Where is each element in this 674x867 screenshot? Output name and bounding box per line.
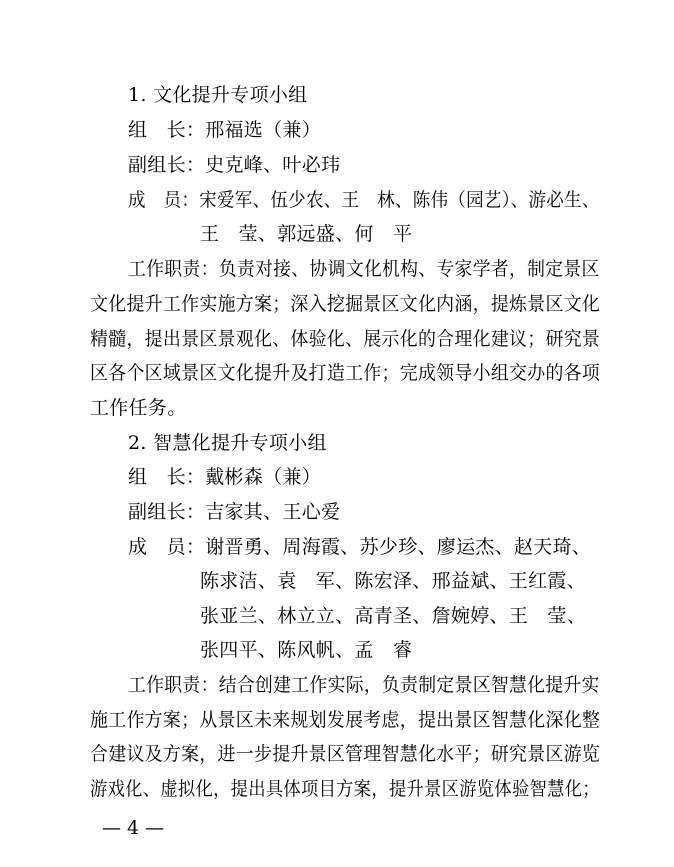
group1-title: 1. 文化提升专项小组 <box>128 84 308 106</box>
group1-members-line1: 成 员：宋爱军、伍少农、王 林、陈伟（园艺）、游必生、 <box>128 189 600 211</box>
group2-members-line: 成 员：谢晋勇、周海霞、苏少珍、廖运杰、赵天琦、 <box>128 536 592 558</box>
group2-duties-line: 合建议及方案，进一步提升景区管理智慧化水平；研究景区游览 <box>90 743 601 765</box>
group2-members-line: 张亚兰、林立立、高青圣、詹婉婷、王 莹、 <box>200 605 587 627</box>
group2-members-line: 陈求洁、袁 军、陈宏泽、邢益斌、王红霞、 <box>200 570 587 592</box>
group2-duties-line: 工作职责：结合创建工作实际，负责制定景区智慧化提升实 <box>128 674 600 696</box>
group2-deputy: 副组长：吉家其、王心爱 <box>128 501 341 523</box>
group2-members-line: 张四平、陈风帆、孟 睿 <box>200 639 413 661</box>
group2-title: 2. 智慧化提升专项小组 <box>128 432 327 454</box>
group1-duties-line: 精髓，提出景区景观化、体验化、展示化的合理化建议；研究景 <box>90 328 601 350</box>
group2-leader: 组 长：戴彬森（兼） <box>128 466 322 488</box>
group1-duties-line: 区各个区域景区文化提升及打造工作；完成领导小组交办的各项 <box>90 362 601 384</box>
group1-duties-line: 工作职责：负责对接、协调文化机构、专家学者，制定景区 <box>128 258 600 280</box>
group2-duties-line: 游戏化、虚拟化，提出具体项目方案，提升景区游览体验智慧化； <box>90 778 600 800</box>
page-number: — 4 — <box>102 817 165 839</box>
group2-duties-line: 施工作方案；从景区未来规划发展考虑，提出景区智慧化深化整 <box>90 709 601 731</box>
group1-duties-line: 工作任务。 <box>90 397 187 419</box>
group1-duties-line: 文化提升工作实施方案；深入挖掘景区文化内涵，提炼景区文化 <box>90 293 601 315</box>
group1-deputy: 副组长：史克峰、叶必玮 <box>128 154 341 176</box>
group1-leader: 组 长：邢福选（兼） <box>128 119 322 141</box>
group1-members-line2: 王 莹、郭远盛、何 平 <box>200 223 413 245</box>
